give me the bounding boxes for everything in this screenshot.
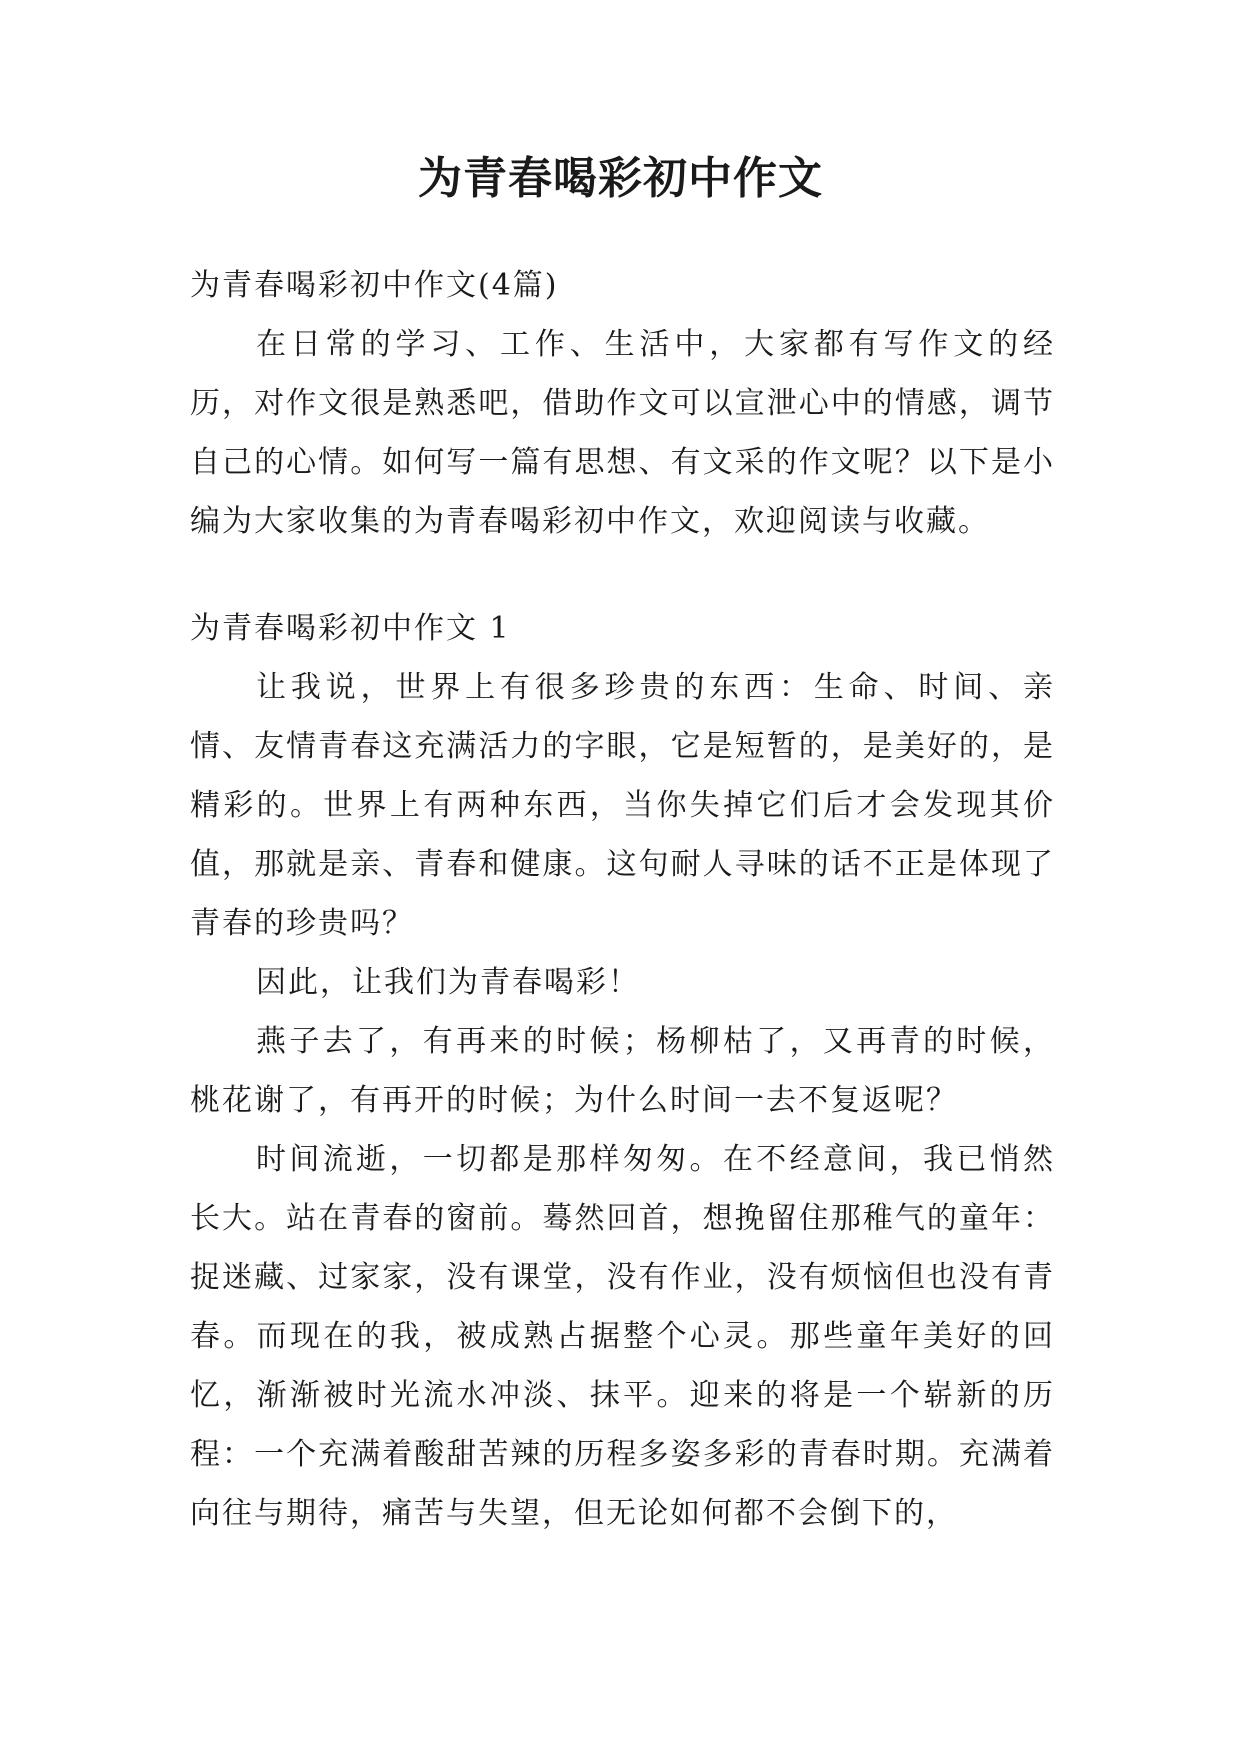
document-title: 为青春喝彩初中作文	[418, 153, 823, 204]
essay1-paragraph: 让我说，世界上有很多珍贵的东西：生命、时间、亲情、友情青春这充满活力的字眼，它是短暂的，是美好的，是精彩的。世界上有两种东西，当你失掉它们后才会发现其价值，那就是亲、青春和健康。这句耐人寻味的话不正是体现了青春的珍贵吗？	[190, 670, 1055, 941]
essay1-paragraph: 燕子去了，有再来的时候；杨柳枯了，又再青的时候，桃花谢了，有再开的时候；为什么时间一去不复返呢？	[190, 1024, 1055, 1118]
intro-paragraph: 在日常的学习、工作、生活中，大家都有写作文的经历，对作文很是熟悉吧，借助作文可以宣泄心中的情感，调节自己的心情。如何写一篇有思想、有文采的作文呢？以下是小编为大家收集的为青春喝彩初中作文，欢迎阅读与收藏。	[190, 327, 1055, 539]
essay1-heading: 为青春喝彩初中作文 1	[190, 611, 511, 646]
intro-heading: 为青春喝彩初中作文(4篇)	[190, 268, 559, 303]
essay1-paragraph: 时间流逝，一切都是那样匆匆。在不经意间，我已悄然长大。站在青春的窗前。蓦然回首，想挽留住那稚气的童年：捉迷藏、过家家，没有课堂，没有作业，没有烦恼但也没有青春。而现在的我，被成熟占据整个心灵。那些童年美好的回忆，渐渐被时光流水冲淡、抹平。迎来的将是一个崭新的历程：一个充满着酸甜苦辣的历程多姿多彩的青春时期。充满着向往与期待，痛苦与失望，但无论如何都不会倒下的，	[190, 1142, 1055, 1531]
document-body	[190, 256, 1055, 1543]
section-gap	[190, 551, 1055, 599]
essay1-paragraph: 因此，让我们为青春喝彩！	[256, 965, 640, 1000]
